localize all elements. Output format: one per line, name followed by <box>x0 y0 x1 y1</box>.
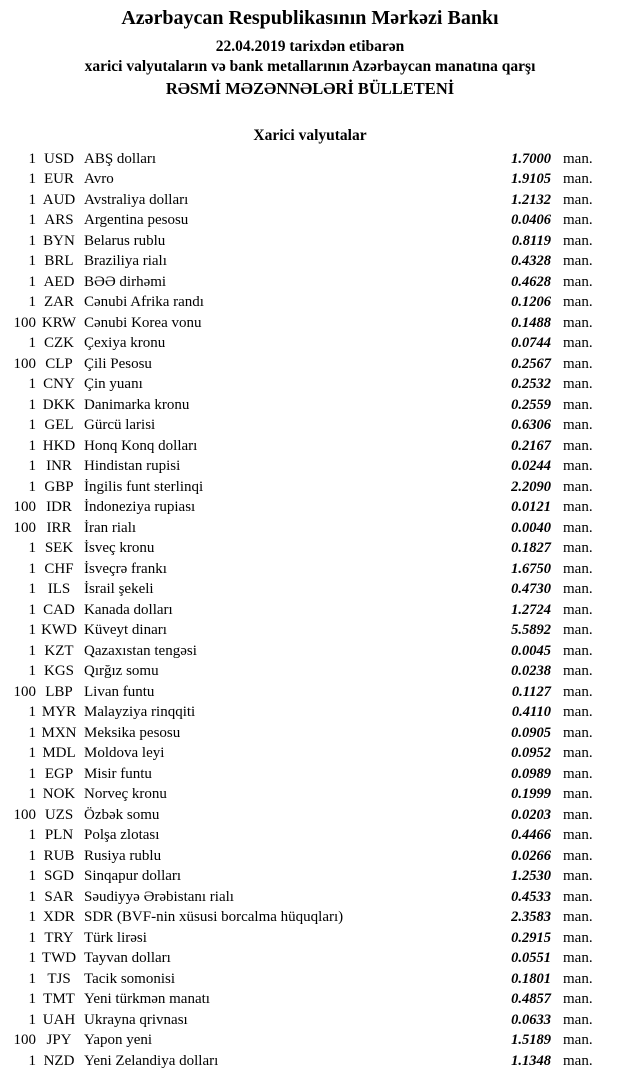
rate-row <box>0 149 620 170</box>
quantity-cell: 1 <box>28 376 36 393</box>
quantity-cell: 1 <box>28 560 36 577</box>
unit-label: man. <box>563 827 593 844</box>
quantity-cell: 1 <box>28 253 36 270</box>
currency-code: MYR <box>41 704 77 721</box>
rate-value: 1.9105 <box>511 171 551 188</box>
rate-value: 0.0266 <box>511 847 551 864</box>
currency-code: JPY <box>46 1032 72 1049</box>
rate-value: 0.2559 <box>511 396 551 413</box>
rate-value: 0.4857 <box>511 991 551 1008</box>
rate-value: 1.2530 <box>511 868 551 885</box>
rate-value: 0.0238 <box>511 663 551 680</box>
currency-code: NOK <box>42 786 76 803</box>
quantity-cell: 100 <box>13 683 36 700</box>
currency-name: İndoneziya rupiası <box>84 499 196 516</box>
rate-row <box>0 457 620 478</box>
quantity-cell: 1 <box>28 417 36 434</box>
currency-code: CHF <box>44 560 74 577</box>
rate-value: 0.2567 <box>511 355 551 372</box>
quantity-cell: 1 <box>28 868 36 885</box>
unit-label: man. <box>563 519 593 536</box>
currency-code: TRY <box>44 929 74 946</box>
currency-code: RUB <box>43 847 75 864</box>
currency-name: Çexiya kronu <box>84 335 166 352</box>
quantity-cell: 1 <box>28 704 36 721</box>
rate-row <box>0 662 620 683</box>
currency-name: Polşa zlotası <box>84 827 160 844</box>
currency-name: Qırğız somu <box>84 663 159 680</box>
unit-label: man. <box>563 601 593 618</box>
currency-code: LBP <box>45 683 73 700</box>
rate-value: 0.4730 <box>511 581 551 598</box>
currency-name: Yapon yeni <box>84 1032 153 1049</box>
unit-label: man. <box>563 376 593 393</box>
currency-name: Çin yuanı <box>84 376 143 393</box>
currency-code: SEK <box>44 540 74 557</box>
rate-value: 0.0045 <box>511 642 551 659</box>
rate-row <box>0 805 620 826</box>
unit-label: man. <box>563 294 593 311</box>
unit-label: man. <box>563 806 593 823</box>
unit-label: man. <box>563 478 593 495</box>
unit-label: man. <box>563 417 593 434</box>
currency-code: AUD <box>42 191 76 208</box>
currency-code: PLN <box>44 827 74 844</box>
quantity-cell: 1 <box>28 150 36 167</box>
rate-row <box>0 744 620 765</box>
rate-value: 1.2724 <box>511 601 551 618</box>
currency-code: ARS <box>44 212 74 229</box>
unit-label: man. <box>563 1032 593 1049</box>
rate-row <box>0 477 620 498</box>
rate-value: 0.4466 <box>511 827 551 844</box>
currency-name: Özbək somu <box>84 806 160 823</box>
rate-value: 0.1127 <box>511 683 551 700</box>
rate-row <box>0 170 620 191</box>
currency-name: ABŞ dolları <box>84 150 157 167</box>
currency-name: İsrail şekeli <box>84 581 154 598</box>
quantity-cell: 1 <box>28 765 36 782</box>
rate-value: 0.2167 <box>511 437 551 454</box>
rate-value: 5.5892 <box>511 622 551 639</box>
currency-name: Avro <box>84 171 114 188</box>
currency-name: Sinqapur dolları <box>84 868 182 885</box>
currency-code: MXN <box>41 724 77 741</box>
currency-name: Braziliya rialı <box>84 253 167 270</box>
quantity-cell: 1 <box>28 1011 36 1028</box>
currency-name: Tacik somonisi <box>84 970 176 987</box>
bulletin-subtitle: xarici valyutaların və bank metallarının Azərbaycan manatına qarşı <box>84 58 536 75</box>
quantity-cell: 100 <box>13 806 36 823</box>
unit-label: man. <box>563 212 593 229</box>
rate-row <box>0 785 620 806</box>
currency-code: GBP <box>44 478 74 495</box>
currency-code: BRL <box>44 253 74 270</box>
currency-code: BYN <box>43 232 75 249</box>
unit-label: man. <box>563 1011 593 1028</box>
unit-label: man. <box>563 314 593 331</box>
rate-row <box>0 600 620 621</box>
currency-name: İran rialı <box>84 519 137 536</box>
rate-value: 0.0203 <box>511 806 551 823</box>
currency-name: Argentina pesosu <box>84 212 189 229</box>
currency-code: ZAR <box>44 294 74 311</box>
unit-label: man. <box>563 1052 593 1069</box>
currency-code: CZK <box>44 335 74 352</box>
rate-value: 0.0905 <box>511 724 551 741</box>
currency-name: BƏƏ dirhəmi <box>84 273 167 290</box>
quantity-cell: 1 <box>28 786 36 803</box>
quantity-cell: 1 <box>28 540 36 557</box>
unit-label: man. <box>563 704 593 721</box>
quantity-cell: 1 <box>28 232 36 249</box>
unit-label: man. <box>563 991 593 1008</box>
rate-value: 0.0551 <box>511 950 551 967</box>
rate-row <box>0 498 620 519</box>
rate-row <box>0 539 620 560</box>
rate-row <box>0 559 620 580</box>
unit-label: man. <box>563 335 593 352</box>
quantity-cell: 1 <box>28 171 36 188</box>
rate-value: 0.0406 <box>511 212 551 229</box>
currency-name: Rusiya rublu <box>84 847 162 864</box>
quantity-cell: 1 <box>28 212 36 229</box>
currency-name: Livan funtu <box>84 683 155 700</box>
rate-row <box>0 887 620 908</box>
quantity-cell: 1 <box>28 888 36 905</box>
rate-value: 1.1348 <box>511 1052 551 1069</box>
rate-row <box>0 375 620 396</box>
currency-code: UZS <box>44 806 74 823</box>
rate-row <box>0 949 620 970</box>
rate-value: 0.0989 <box>511 765 551 782</box>
unit-label: man. <box>563 437 593 454</box>
rate-row <box>0 580 620 601</box>
rate-row <box>0 211 620 232</box>
section-title-foreign-currencies: Xarici valyutalar <box>253 127 367 144</box>
quantity-cell: 1 <box>28 437 36 454</box>
quantity-cell: 1 <box>28 970 36 987</box>
currency-code: GEL <box>44 417 74 434</box>
rate-value: 0.1206 <box>511 294 551 311</box>
unit-label: man. <box>563 642 593 659</box>
rate-value: 0.1488 <box>511 314 551 331</box>
currency-code: USD <box>43 150 74 167</box>
quantity-cell: 1 <box>28 929 36 946</box>
currency-code: SAR <box>44 888 74 905</box>
rate-row <box>0 1031 620 1052</box>
unit-label: man. <box>563 540 593 557</box>
currency-code: CLP <box>45 355 73 372</box>
rate-value: 1.6750 <box>511 560 551 577</box>
unit-label: man. <box>563 663 593 680</box>
currency-name: Cənubi Korea vonu <box>84 314 202 331</box>
currency-code: IDR <box>46 499 72 516</box>
currency-code: TWD <box>41 950 77 967</box>
currency-name: Cənubi Afrika randı <box>84 294 204 311</box>
currency-code: CNY <box>43 376 75 393</box>
quantity-cell: 1 <box>28 396 36 413</box>
quantity-cell: 1 <box>28 745 36 762</box>
currency-code: EUR <box>44 171 74 188</box>
rate-row <box>0 190 620 211</box>
rate-value: 0.4110 <box>511 704 551 721</box>
unit-label: man. <box>563 847 593 864</box>
quantity-cell: 1 <box>28 827 36 844</box>
rate-row <box>0 1010 620 1031</box>
effective-date-line: 22.04.2019 tarixdən etibarən <box>215 38 405 55</box>
quantity-cell: 1 <box>28 458 36 475</box>
quantity-cell: 1 <box>28 601 36 618</box>
unit-label: man. <box>563 868 593 885</box>
currency-name: Türk lirəsi <box>84 929 147 946</box>
quantity-cell: 1 <box>28 642 36 659</box>
currency-name: Avstraliya dolları <box>84 191 189 208</box>
currency-code: KGS <box>43 663 74 680</box>
rate-row <box>0 334 620 355</box>
unit-label: man. <box>563 150 593 167</box>
unit-label: man. <box>563 622 593 639</box>
rate-row <box>0 723 620 744</box>
currency-name: İsveçrə frankı <box>84 560 167 577</box>
rate-row <box>0 621 620 642</box>
rate-value: 0.4628 <box>511 273 551 290</box>
quantity-cell: 1 <box>28 663 36 680</box>
unit-label: man. <box>563 970 593 987</box>
rates-list <box>0 149 620 1072</box>
unit-label: man. <box>563 786 593 803</box>
unit-label: man. <box>563 929 593 946</box>
rate-value: 0.0244 <box>511 458 551 475</box>
rate-row <box>0 231 620 252</box>
currency-code: KZT <box>44 642 74 659</box>
rate-row <box>0 395 620 416</box>
currency-name: Malayziya rinqqiti <box>84 704 196 721</box>
currency-name: Gürcü larisi <box>84 417 156 434</box>
currency-code: TMT <box>43 991 75 1008</box>
quantity-cell: 1 <box>28 335 36 352</box>
rate-value: 2.2090 <box>511 478 551 495</box>
quantity-cell: 1 <box>28 1052 36 1069</box>
unit-label: man. <box>563 888 593 905</box>
rate-value: 0.8119 <box>511 232 551 249</box>
currency-name: Ukrayna qrivnası <box>84 1011 188 1028</box>
rate-value: 0.4328 <box>511 253 551 270</box>
unit-label: man. <box>563 253 593 270</box>
currency-code: NZD <box>43 1052 75 1069</box>
rate-row <box>0 703 620 724</box>
rate-value: 0.0121 <box>511 499 551 516</box>
unit-label: man. <box>563 683 593 700</box>
rate-value: 1.5189 <box>511 1032 551 1049</box>
rate-row <box>0 293 620 314</box>
quantity-cell: 1 <box>28 909 36 926</box>
unit-label: man. <box>563 273 593 290</box>
rate-row <box>0 867 620 888</box>
unit-label: man. <box>563 458 593 475</box>
currency-name: Yeni türkmən manatı <box>84 991 210 1008</box>
rate-row <box>0 354 620 375</box>
unit-label: man. <box>563 355 593 372</box>
rate-row <box>0 1051 620 1072</box>
currency-name: Yeni Zelandiya dolları <box>84 1052 219 1069</box>
currency-code: XDR <box>43 909 75 926</box>
rate-row <box>0 313 620 334</box>
unit-label: man. <box>563 581 593 598</box>
rate-value: 0.1801 <box>511 970 551 987</box>
currency-code: KWD <box>41 622 77 639</box>
currency-name: Norveç kronu <box>84 786 167 803</box>
currency-name: Danimarka kronu <box>84 396 190 413</box>
quantity-cell: 1 <box>28 478 36 495</box>
currency-code: DKK <box>42 396 76 413</box>
currency-name: Qazaxıstan tengəsi <box>84 642 197 659</box>
quantity-cell: 1 <box>28 581 36 598</box>
rate-value: 0.0633 <box>511 1011 551 1028</box>
rate-row <box>0 272 620 293</box>
currency-code: SGD <box>43 868 74 885</box>
quantity-cell: 1 <box>28 991 36 1008</box>
currency-name: Honq Konq dolları <box>84 437 198 454</box>
unit-label: man. <box>563 745 593 762</box>
currency-code: INR <box>46 458 72 475</box>
unit-label: man. <box>563 909 593 926</box>
quantity-cell: 1 <box>28 622 36 639</box>
currency-code: UAH <box>42 1011 76 1028</box>
rate-value: 0.0744 <box>511 335 551 352</box>
unit-label: man. <box>563 396 593 413</box>
rate-value: 0.0952 <box>511 745 551 762</box>
quantity-cell: 100 <box>13 355 36 372</box>
currency-code: CAD <box>43 601 75 618</box>
rate-row <box>0 990 620 1011</box>
currency-name: Hindistan rupisi <box>84 458 181 475</box>
currency-code: EGP <box>44 765 74 782</box>
rate-row <box>0 682 620 703</box>
rate-row <box>0 908 620 929</box>
currency-name: Səudiyyə Ərəbistanı rialı <box>84 888 234 905</box>
rate-value: 0.1999 <box>511 786 551 803</box>
quantity-cell: 1 <box>28 191 36 208</box>
quantity-cell: 100 <box>13 1032 36 1049</box>
quantity-cell: 100 <box>13 314 36 331</box>
unit-label: man. <box>563 171 593 188</box>
quantity-cell: 1 <box>28 724 36 741</box>
unit-label: man. <box>563 232 593 249</box>
rate-value: 0.6306 <box>511 417 551 434</box>
currency-name: Moldova leyi <box>84 745 165 762</box>
bulletin-title: RƏSMİ MƏZƏNNƏLƏRİ BÜLLETENİ <box>165 79 455 98</box>
currency-name: Tayvan dolları <box>84 950 171 967</box>
quantity-cell: 100 <box>13 499 36 516</box>
rate-row <box>0 416 620 437</box>
rate-row <box>0 928 620 949</box>
currency-name: Misir funtu <box>84 765 152 782</box>
rate-row <box>0 436 620 457</box>
unit-label: man. <box>563 560 593 577</box>
rate-row <box>0 252 620 273</box>
bank-name-title: Azərbaycan Respublikasının Mərkəzi Bankı <box>121 7 499 29</box>
rate-value: 0.1827 <box>511 540 551 557</box>
quantity-cell: 1 <box>28 950 36 967</box>
rate-value: 0.2532 <box>511 376 551 393</box>
unit-label: man. <box>563 950 593 967</box>
currency-name: Çili Pesosu <box>84 355 152 372</box>
currency-name: Kanada dolları <box>84 601 173 618</box>
rate-row <box>0 846 620 867</box>
currency-code: MDL <box>42 745 76 762</box>
rate-row <box>0 764 620 785</box>
unit-label: man. <box>563 724 593 741</box>
currency-code: AED <box>43 273 75 290</box>
currency-name: Küveyt dinarı <box>84 622 167 639</box>
rate-value: 2.3583 <box>511 909 551 926</box>
currency-code: KRW <box>41 314 77 331</box>
unit-label: man. <box>563 499 593 516</box>
rate-value: 0.2915 <box>511 929 551 946</box>
currency-name: Belarus rublu <box>84 232 166 249</box>
rate-value: 1.7000 <box>511 150 551 167</box>
unit-label: man. <box>563 765 593 782</box>
currency-code: IRR <box>46 519 72 536</box>
currency-name: İngilis funt sterlinqi <box>84 478 204 495</box>
rate-row <box>0 969 620 990</box>
quantity-cell: 1 <box>28 294 36 311</box>
rate-value: 0.4533 <box>511 888 551 905</box>
currency-code: ILS <box>47 581 71 598</box>
rate-row <box>0 518 620 539</box>
rate-value: 0.0040 <box>511 519 551 536</box>
quantity-cell: 1 <box>28 273 36 290</box>
currency-code: TJS <box>47 970 71 987</box>
quantity-cell: 100 <box>13 519 36 536</box>
rate-value: 1.2132 <box>511 191 551 208</box>
rate-row <box>0 826 620 847</box>
rate-row <box>0 641 620 662</box>
currency-name: İsveç kronu <box>84 540 155 557</box>
currency-name: SDR (BVF-nin xüsusi borcalma hüquqları) <box>84 909 344 926</box>
unit-label: man. <box>563 191 593 208</box>
quantity-cell: 1 <box>28 847 36 864</box>
currency-code: HKD <box>42 437 76 454</box>
currency-name: Meksika pesosu <box>84 724 181 741</box>
